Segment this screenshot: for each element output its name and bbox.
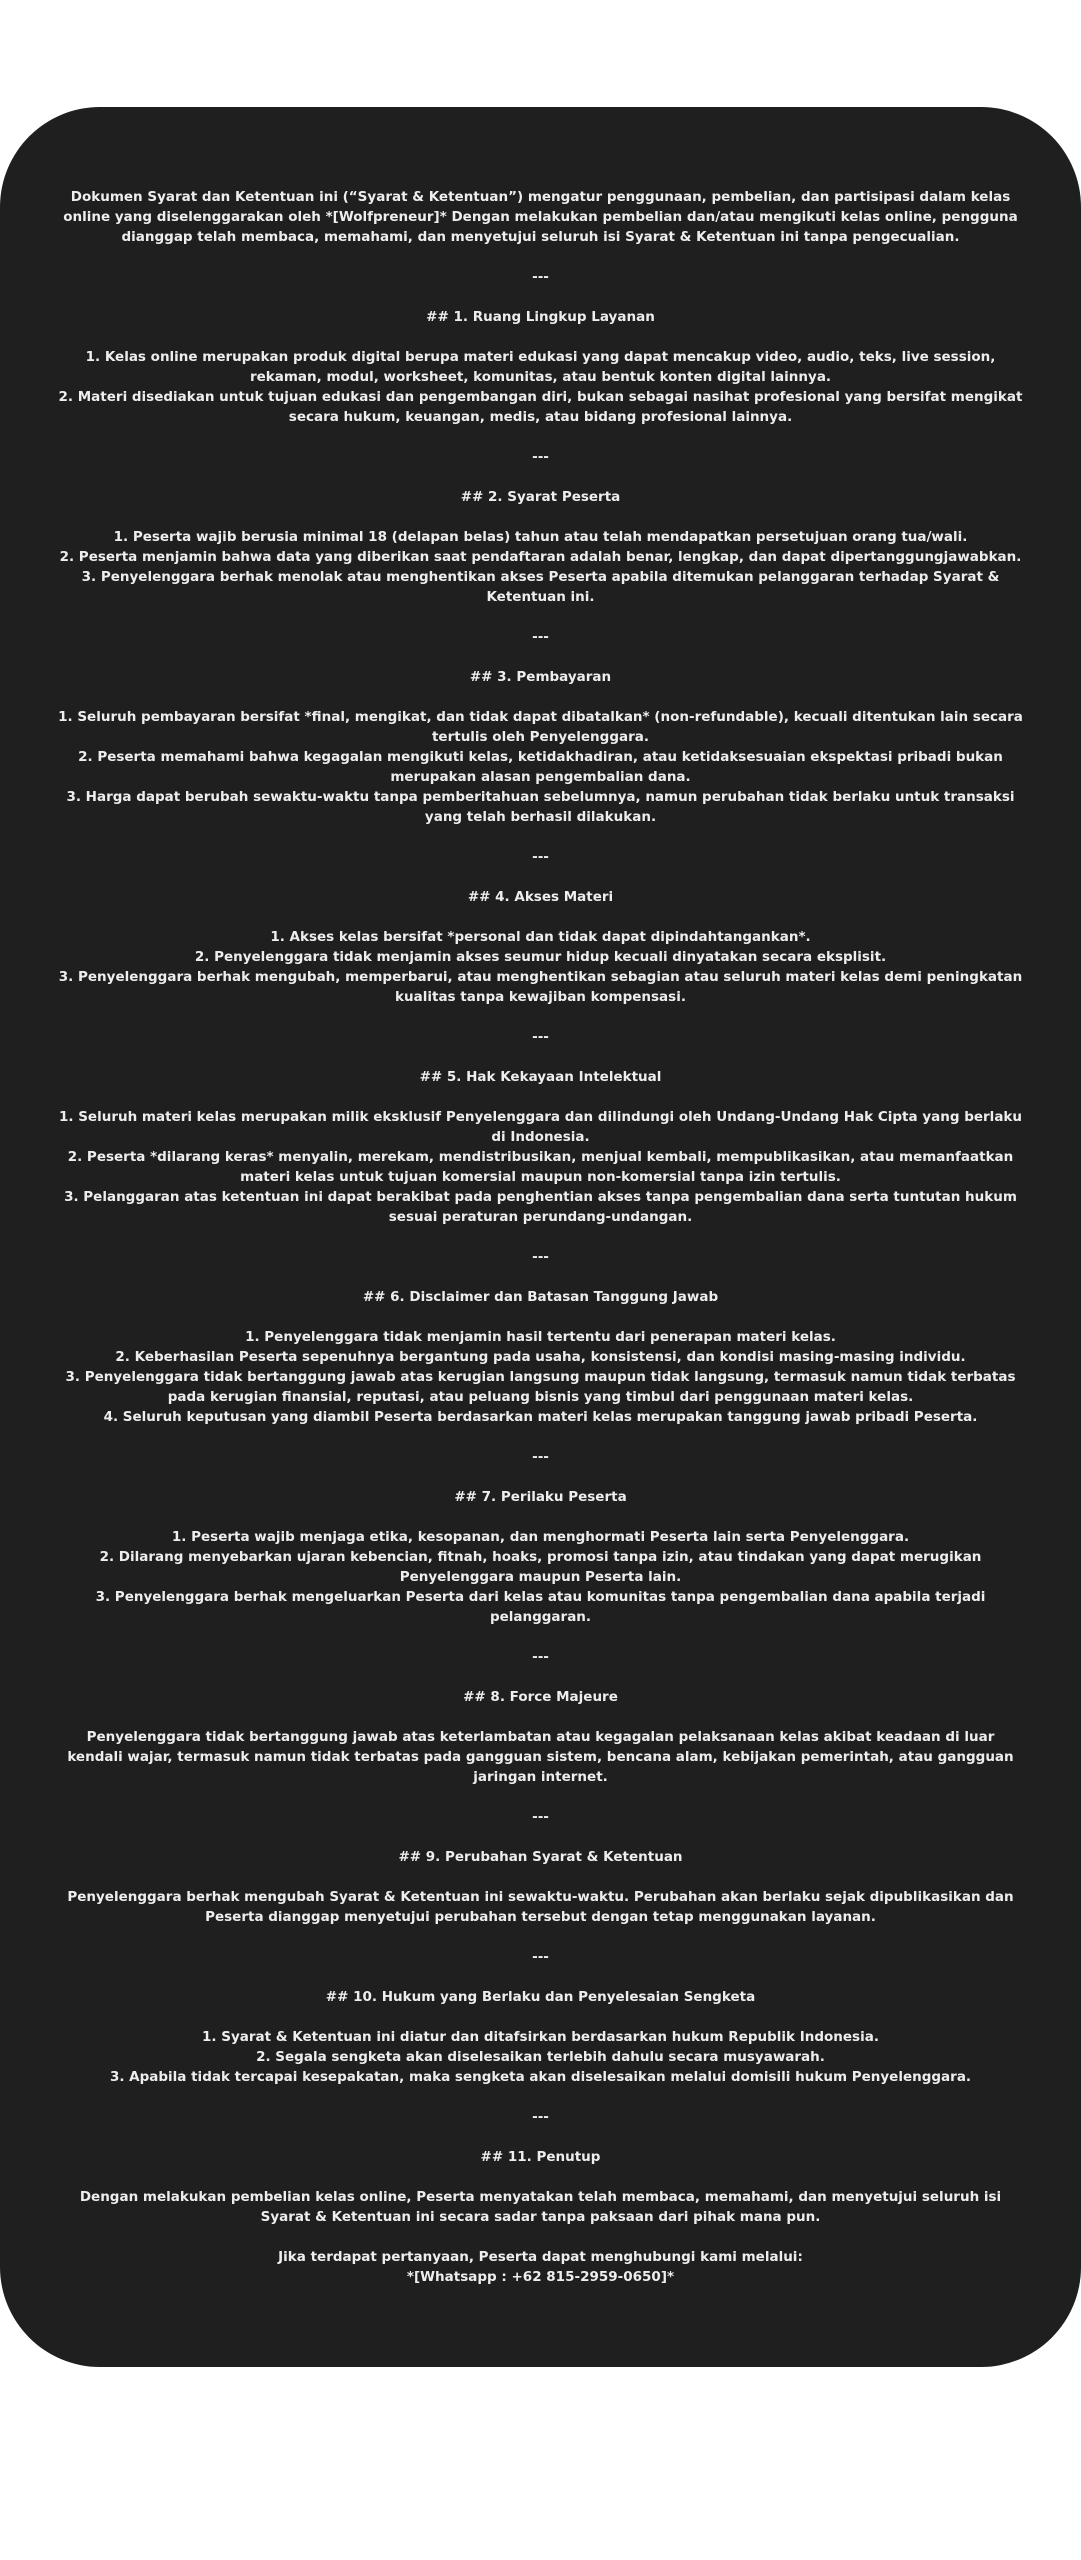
separator: ---	[532, 1949, 549, 1965]
section-line: 3. Harga dapat berubah sewaktu-waktu tanpa pemberitahuan sebelumnya, namun perubahan tidak berlaku untuk transaksi yang telah berhasil dilakukan.	[66, 789, 1015, 825]
section-line: 1. Akses kelas bersifat *personal dan tidak dapat dipindahtangankan*.	[270, 929, 811, 945]
section-line: 1. Seluruh materi kelas merupakan milik eksklusif Penyelenggara dan dilindungi oleh Undang-Undang Hak Cipta yang berlaku di Indonesia.	[58, 1109, 1023, 1145]
section-heading: ## 5. Hak Kekayaan Intelektual	[419, 1069, 662, 1085]
section-line: 3. Penyelenggara berhak mengubah, memperbarui, atau menghentikan sebagian atau seluruh materi kelas demi peningkatan kualitas tanpa kewajiban kompensasi.	[58, 969, 1023, 1005]
section-line: 2. Keberhasilan Peserta sepenuhnya bergantung pada usaha, konsistensi, dan kondisi masing-masing individu.	[115, 1349, 966, 1365]
section-line: 1. Peserta wajib menjaga etika, kesopanan, dan menghormati Peserta lain serta Penyelenggara.	[171, 1529, 910, 1545]
section-line: Penyelenggara berhak mengubah Syarat & Ketentuan ini sewaktu-waktu. Perubahan akan berlaku sejak dipublikasikan dan Peserta dianggap menyetujui perubahan tersebut dengan tetap menggunakan layanan.	[67, 1889, 1014, 1925]
terms-document-card	[0, 107, 1081, 2367]
separator: ---	[532, 1449, 549, 1465]
section-line: Penyelenggara tidak bertanggung jawab atas keterlambatan atau kegagalan pelaksanaan kelas akibat keadaan di luar kendali wajar, termasuk namun tidak terbatas pada gangguan sistem, bencana alam, kebijakan pemerintah, atau gangguan jaringan internet.	[67, 1729, 1014, 1785]
section-line: 2. Peserta menjamin bahwa data yang diberikan saat pendaftaran adalah benar, lengkap, dan dapat dipertanggungjawabkan.	[59, 549, 1022, 565]
section-line: 2. Peserta *dilarang keras* menyalin, merekam, mendistribusikan, menjual kembali, mempublikasikan, atau memanfaatkan materi kelas untuk tujuan komersial maupun non-komersial tanpa izin tertulis.	[67, 1149, 1014, 1185]
section-line: 1. Kelas online merupakan produk digital berupa materi edukasi yang dapat mencakup video, audio, teks, live session, rekaman, modul, worksheet, komunitas, atau bentuk konten digital lainnya.	[85, 349, 996, 385]
section-heading: ## 11. Penutup	[480, 2149, 601, 2165]
section-heading: ## 8. Force Majeure	[463, 1689, 618, 1705]
section-line: 1. Seluruh pembayaran bersifat *final, mengikat, dan tidak dapat dibatalkan* (non-refundable), kecuali ditentukan lain secara tertulis oleh Penyelenggara.	[58, 709, 1023, 745]
separator: ---	[532, 449, 549, 465]
section-line: 1. Syarat & Ketentuan ini diatur dan ditafsirkan berdasarkan hukum Republik Indonesia.	[202, 2029, 879, 2045]
separator: ---	[532, 1029, 549, 1045]
section-heading: ## 1. Ruang Lingkup Layanan	[426, 309, 655, 325]
section-line: 2. Peserta memahami bahwa kegagalan mengikuti kelas, ketidakhadiran, atau ketidaksesuaian ekspektasi pribadi bukan merupakan alasan pengembalian dana.	[78, 749, 1003, 785]
section-line: 3. Pelanggaran atas ketentuan ini dapat berakibat pada penghentian akses tanpa pengembalian dana serta tuntutan hukum sesuai peraturan perundang-undangan.	[64, 1189, 1017, 1225]
section-heading: ## 6. Disclaimer dan Batasan Tanggung Jawab	[362, 1289, 719, 1305]
separator: ---	[532, 269, 549, 285]
section-line: 2. Segala sengketa akan diselesaikan terlebih dahulu secara musyawarah.	[256, 2049, 825, 2065]
section-heading: ## 3. Pembayaran	[469, 669, 612, 685]
intro-paragraph: Dokumen Syarat dan Ketentuan ini (“Syarat & Ketentuan”) mengatur penggunaan, pembelian, dan partisipasi dalam kelas online yang diselenggarakan oleh *[Wolfpreneur]* Dengan melakukan pembelian dan/atau mengikuti kelas online, pengguna dianggap telah membaca, memahami, dan menyetujui seluruh isi Syarat & Ketentuan ini tanpa pengecualian.	[63, 189, 1018, 245]
section-heading: ## 2. Syarat Peserta	[460, 489, 621, 505]
section-heading: ## 4. Akses Materi	[467, 889, 614, 905]
section-line: Dengan melakukan pembelian kelas online, Peserta menyatakan telah membaca, memahami, dan menyetujui seluruh isi Syarat & Ketentuan ini secara sadar tanpa paksaan dari pihak mana pun.	[79, 2189, 1002, 2225]
separator: ---	[532, 1649, 549, 1665]
section-line: 4. Seluruh keputusan yang diambil Peserta berdasarkan materi kelas merupakan tanggung jawab pribadi Peserta.	[103, 1409, 978, 1425]
separator: ---	[532, 849, 549, 865]
separator: ---	[532, 1809, 549, 1825]
section-line: 1. Penyelenggara tidak menjamin hasil tertentu dari penerapan materi kelas.	[245, 1329, 836, 1345]
separator: ---	[532, 629, 549, 645]
section-heading: ## 9. Perubahan Syarat & Ketentuan	[398, 1849, 683, 1865]
contact-label: Jika terdapat pertanyaan, Peserta dapat menghubungi kami melalui:	[278, 2249, 803, 2265]
section-line: 3. Apabila tidak tercapai kesepakatan, maka sengketa akan diselesaikan melalui domisili hukum Penyelenggara.	[109, 2069, 972, 2085]
section-line: 1. Peserta wajib berusia minimal 18 (delapan belas) tahun atau telah mendapatkan persetujuan orang tua/wali.	[113, 529, 968, 545]
section-line: 3. Penyelenggara berhak menolak atau menghentikan akses Peserta apabila ditemukan pelanggaran terhadap Syarat & Ketentuan ini.	[81, 569, 1000, 605]
section-heading: ## 7. Perilaku Peserta	[454, 1489, 627, 1505]
sections-container	[58, 307, 1023, 2247]
section-line: 3. Penyelenggara tidak bertanggung jawab atas kerugian langsung maupun tidak langsung, termasuk namun tidak terbatas pada kerugian finansial, reputasi, atau peluang bisnis yang timbul dari penggunaan materi kelas.	[65, 1369, 1016, 1405]
section-line: 2. Dilarang menyebarkan ujaran kebencian, fitnah, hoaks, promosi tanpa izin, atau tindakan yang dapat merugikan Penyelenggara maupun Peserta lain.	[99, 1549, 982, 1585]
separator: ---	[532, 1249, 549, 1265]
section-line: 3. Penyelenggara berhak mengeluarkan Peserta dari kelas atau komunitas tanpa pengembalian dana apabila terjadi pelanggaran.	[95, 1589, 986, 1625]
section-line: 2. Materi disediakan untuk tujuan edukasi dan pengembangan diri, bukan sebagai nasihat profesional yang bersifat mengikat secara hukum, keuangan, medis, atau bidang profesional lainnya.	[58, 389, 1023, 425]
contact-value[interactable]: *[Whatsapp : +62 815-2959-0650]*	[406, 2269, 675, 2285]
section-heading: ## 10. Hukum yang Berlaku dan Penyelesaian Sengketa	[325, 1989, 756, 2005]
section-line: 2. Penyelenggara tidak menjamin akses seumur hidup kecuali dinyatakan secara eksplisit.	[194, 949, 887, 965]
separator: ---	[532, 2109, 549, 2125]
